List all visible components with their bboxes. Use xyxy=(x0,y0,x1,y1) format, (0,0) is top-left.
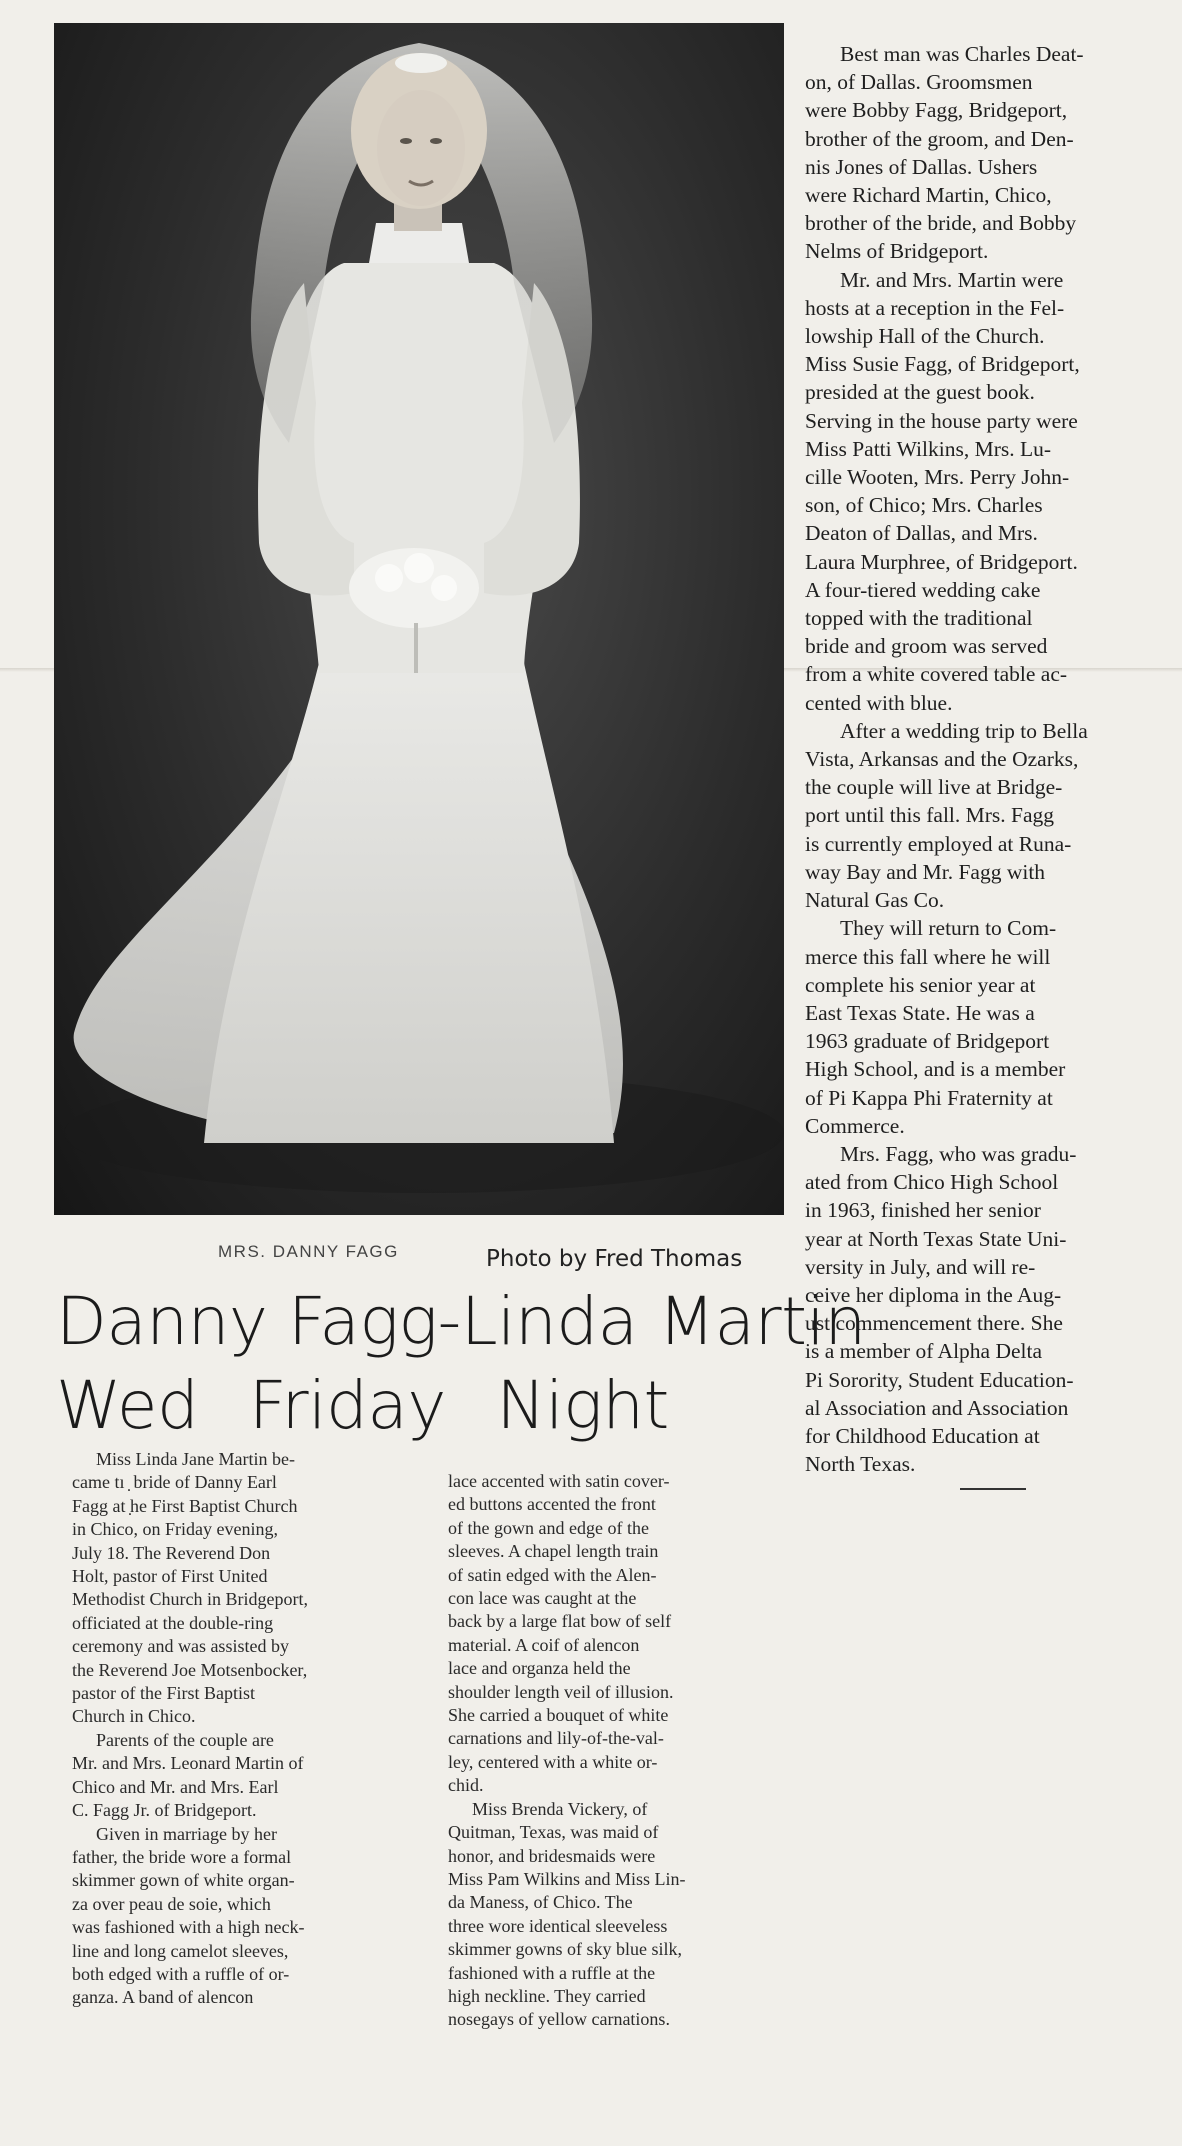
paragraph: Parents of the couple are Mr. and Mrs. Leonard Martin of Chico and Mr. and Mrs. Earl C. Fagg Jr. of Bridgeport. xyxy=(72,1729,304,1821)
paragraph: Mr. and Mrs. Martin were hosts at a reception in the Fel- lowship Hall of the Church. Miss Susie Fagg, of Bridgeport, presided at the guest book. Serving in the house party were Miss Patti Wilkins, Mrs. Lu- cille Wooten, Mrs. Perry John- son, of Chico; Mrs. Charles Deaton of Dallas, and Mrs. Laura Murphree, of Bridgeport. A four-tiered wedding cake topped with the traditional bride and groom was served from a white covered table ac- cented with blue. xyxy=(805,267,1080,715)
paragraph: They will return to Com- merce this fall where he will complete his senior year at East Texas State. He was a 1963 graduate of Bridgeport High School, and is a member of Pi Kappa Phi Fraternity at Commerce. xyxy=(805,916,1066,1138)
photo-credit: Photo by Fred Thomas xyxy=(486,1246,743,1272)
paragraph: Best man was Charles Deat- on, of Dallas. Groomsmen were Bobby Fagg, Bridgeport, brother of the groom, and Den- nis Jones of Dallas. Ushers were Richard Martin, Chico, brother of the bride, and Bobby Nelms of Bridgeport. xyxy=(805,42,1084,264)
article-column-1 xyxy=(72,1448,402,2010)
paragraph: Given in marriage by her father, the bride wore a formal skimmer gown of white organ- za over peau de soie, which was fashioned with a high neck- line and long camelot sleeves, both edged with a ruffle of or- ganza. A band of alencon xyxy=(72,1823,305,2008)
bride-photo xyxy=(54,23,784,1215)
bride-illustration xyxy=(54,23,784,1215)
paragraph: Miss Linda Jane Martin be- came tı ̣ bride of Danny Earl Fagg at ̣he First Baptist Church in Chico, on Friday evening, July 18. The Reverend Don Holt, pastor of First United Methodist Church in Bridgeport, officiated at the double-ring ceremony and was assisted by the Reverend Joe Motsenbocker, pastor of the First Baptist Church in Chico. xyxy=(72,1449,308,1727)
article-column-2 xyxy=(448,1470,778,2032)
paragraph: After a wedding trip to Bella Vista, Arkansas and the Ozarks, the couple will live at Bridge- port until this fall. Mrs. Fagg is currently employed at Runa- way Bay and Mr. Fagg with Natural Gas Co. xyxy=(805,718,1088,913)
article-column-3 xyxy=(805,40,1160,1478)
article-end-rule xyxy=(960,1488,1026,1490)
paragraph: Miss Brenda Vickery, of Quitman, Texas, was maid of honor, and bridesmaids were Miss Pam Wilkins and Miss Lin- da Maness, of Chico. The three wore identical sleeveless skimmer gowns of sky blue silk, fashioned with a ruffle at the high neckline. They carried nosegays of yellow carnations. xyxy=(448,1798,686,2030)
headline-line-2: Wed Friday Night xyxy=(56,1367,669,1444)
headline-line-1: Danny Fagg-Linda Martin xyxy=(56,1283,866,1360)
photo-caption-name: MRS. DANNY FAGG xyxy=(218,1242,399,1261)
paragraph: Mrs. Fagg, who was gradu- ated from Chico High School in 1963, finished her senior year at North Texas State Uni- versity in July, and will re- ceive her diploma in the Aug- ust commencement there. She is a member of Alpha Delta Pi Sorority, Student Education- al Association and Association for Childhood Education at North Texas. xyxy=(805,1141,1077,1477)
article-headline xyxy=(56,1280,866,1448)
paragraph: lace accented with satin cover- ed buttons accented the front of the gown and edge of the sleeves. A chapel length train of satin edged with the Alen- con lace was caught at the back by a large flat bow of self material. A coif of alencon lace and organza held the shoulder length veil of illusion. She carried a bouquet of white carnations and lily-of-the-val- ley, centered with a white or- chid. xyxy=(448,1471,674,1796)
